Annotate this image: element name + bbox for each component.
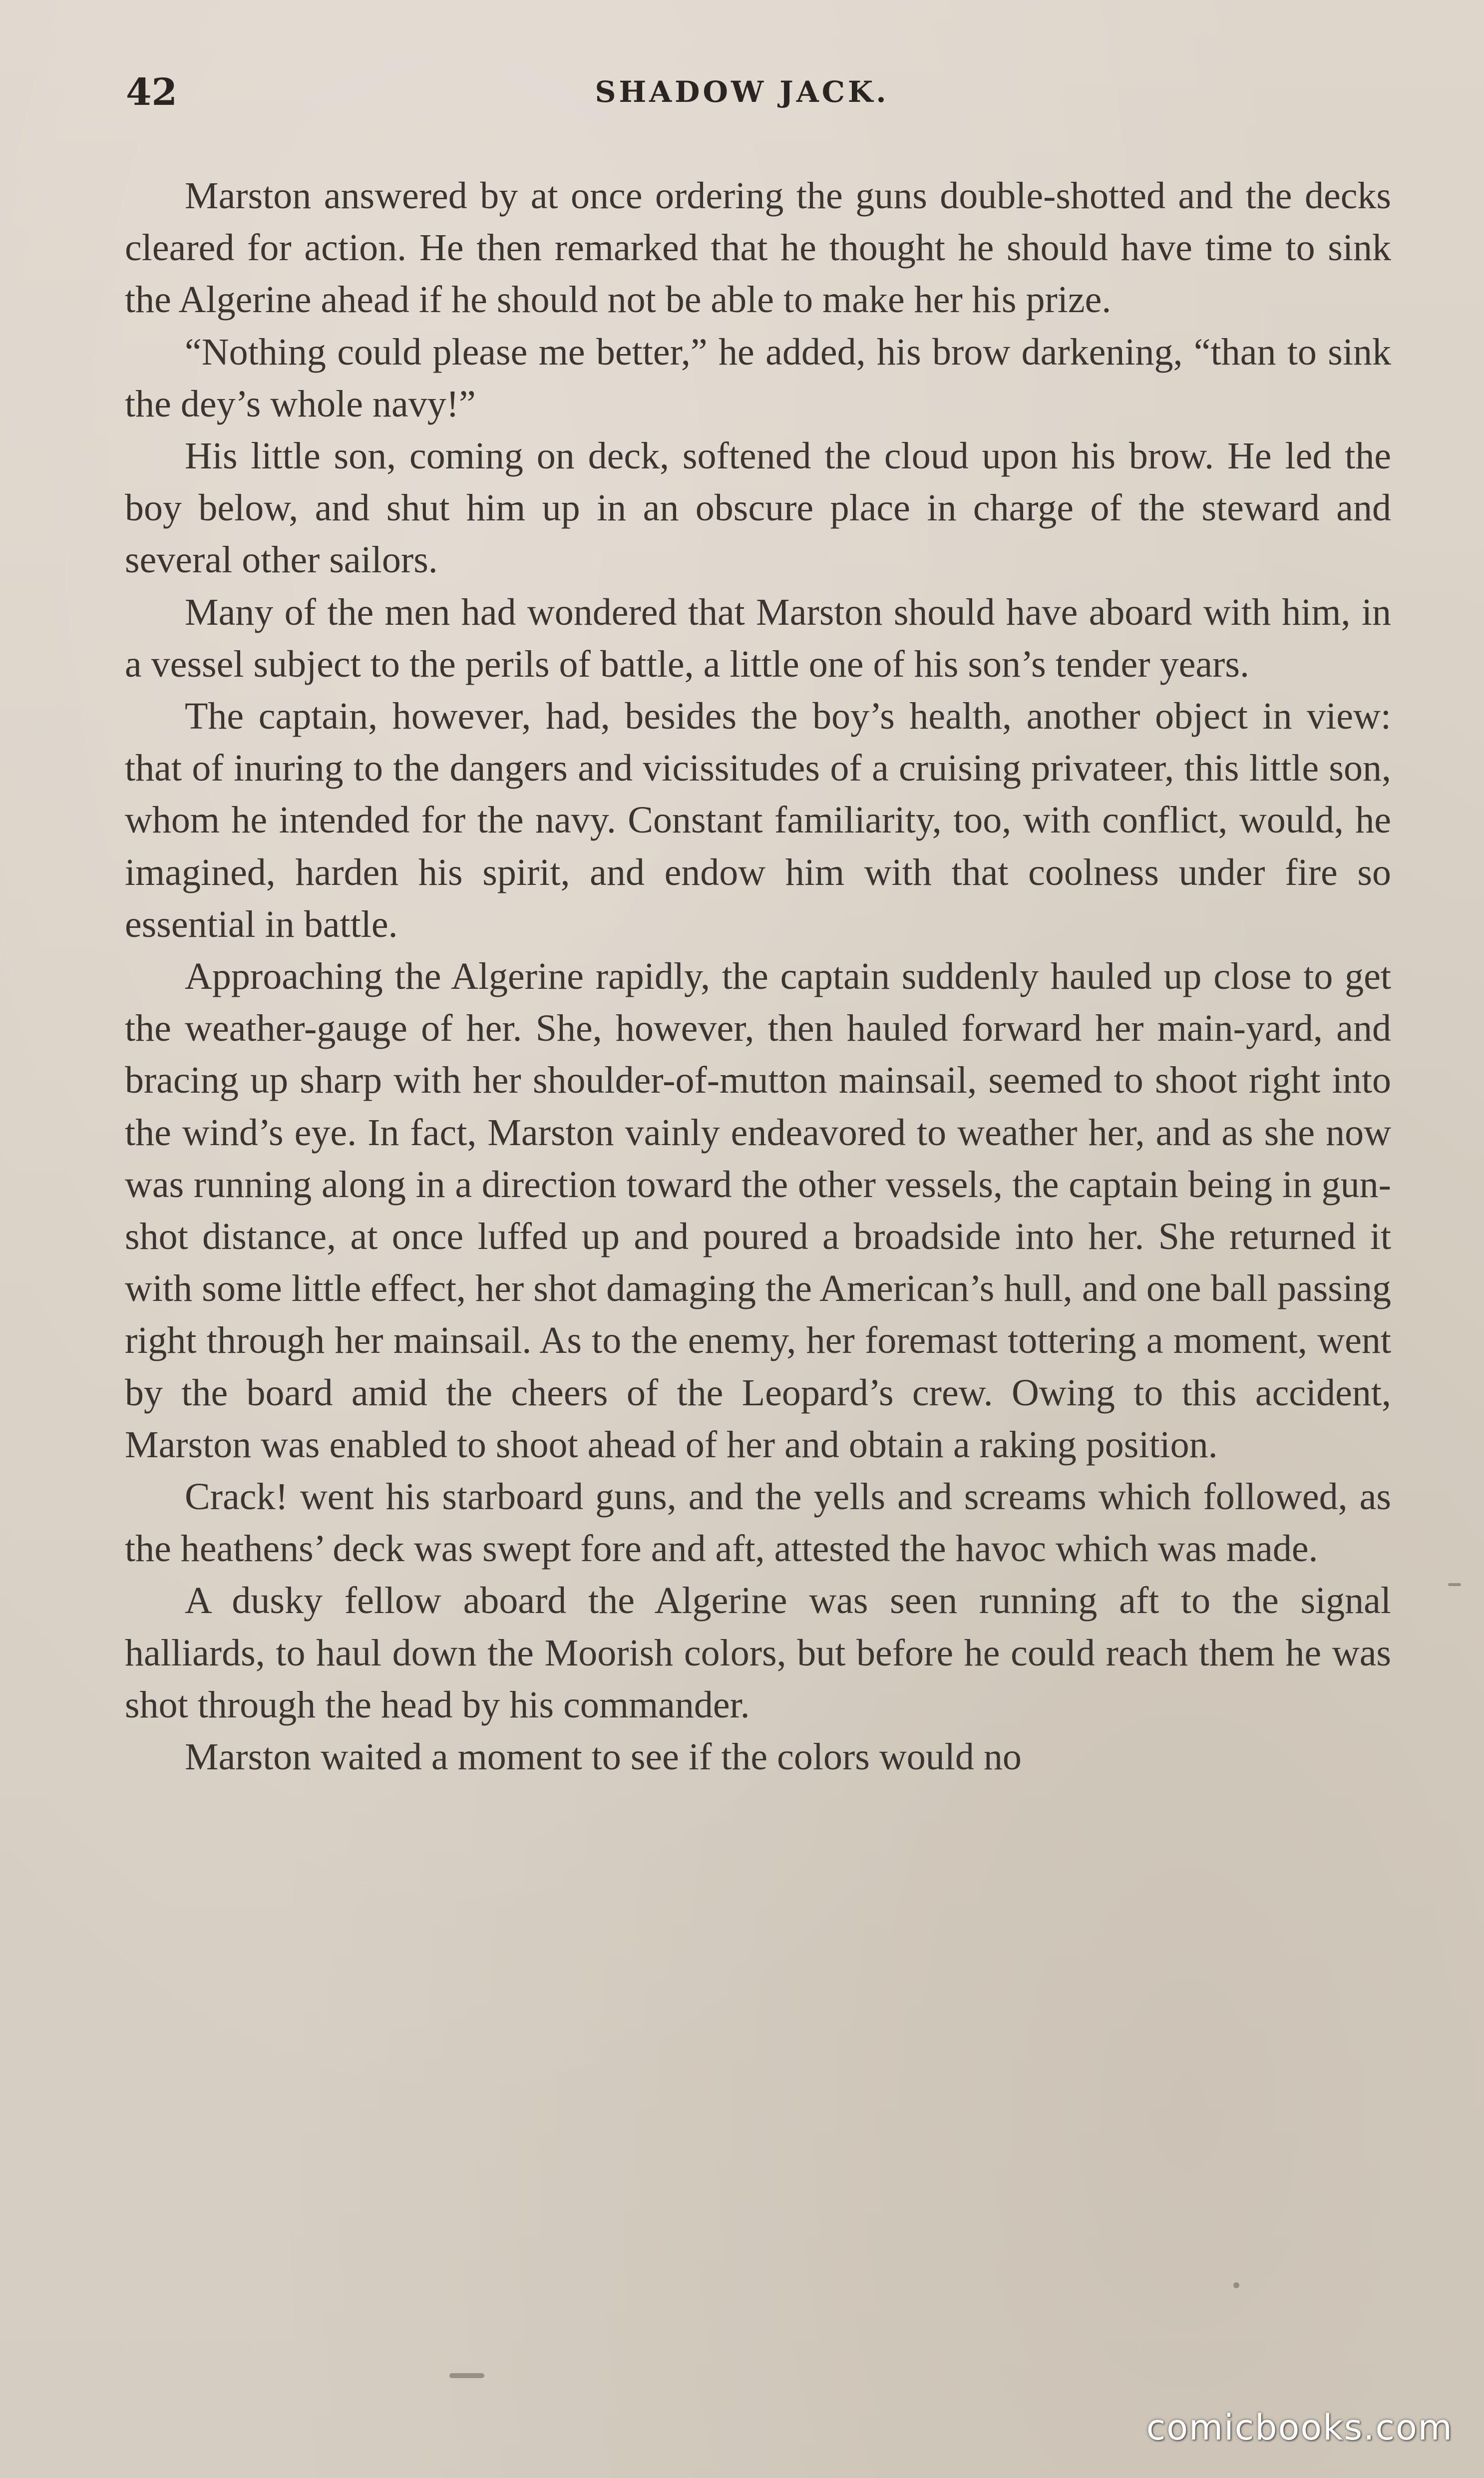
paragraph: “Nothing could please me better,” he added, his brow darkening, “than to sink the dey’s whole navy!” [125,331,1391,425]
paragraph: Crack! went his starboard guns, and the yells and screams which followed, as the heathens’ deck was swept fore and aft, attested the havoc which was made. [125,1476,1391,1570]
running-title: SHADOW JACK. [595,75,889,109]
page-number: 42 [126,71,177,114]
paragraph: His little son, coming on deck, softened the cloud upon his brow. He led the boy below, and shut him up in an obscure place in charge of the steward and several other sailors. [125,435,1391,581]
ink-speck [1448,1583,1461,1586]
watermark: comicbooks.com [1146,2407,1453,2448]
ink-speck [1233,2282,1239,2288]
paragraph: Approaching the Algerine rapidly, the captain suddenly hauled up close to get the weather-gauge of her. She, however, then hauled forward her main-yard, and bracing up sharp with her shoulder-of-mutton mainsail, seemed to shoot right into the wind’s eye. In fact, Marston vainly endeavored to weather her, and as she now was running along in a direction toward the other vessels, the captain being in gun-shot distance, at once luffed up and poured a broadside into her. She returned it with some little effect, her shot damaging the American’s hull, and one ball passing right through her mainsail. As to the enemy, her foremast tottering a moment, went by the board amid the cheers of the Leopard’s crew. Owing to this accident, Marston was enabled to shoot ahead of her and obtain a raking position. [125,955,1391,1466]
paragraph: A dusky fellow aboard the Algerine was seen running aft to the signal halliards, to haul down the Moorish colors, but before he could reach them he was shot through the head by his commander. [125,1580,1391,1726]
paragraph: Marston waited a moment to see if the colors would no [185,1736,1022,1778]
ink-smudge [449,2373,484,2378]
body-text [125,170,1391,1783]
paragraph: The captain, however, had, besides the boy’s health, another object in view: that of inuring to the dangers and vicissitudes of a cruising privateer, this little son, whom he intended for the navy. Constant familiarity, too, with conflict, would, he imagined, harden his spirit, and endow him with that coolness under fire so essential in battle. [125,695,1391,945]
paragraph: Marston answered by at once ordering the guns double-shotted and the decks cleared for action. He then remarked that he thought he should have time to sink the Algerine ahead if he should not be able to make her his prize. [125,175,1391,321]
paragraph: Many of the men had wondered that Marston should have aboard with him, in a vessel subject to the perils of battle, a little one of his son’s tender years. [125,591,1391,685]
